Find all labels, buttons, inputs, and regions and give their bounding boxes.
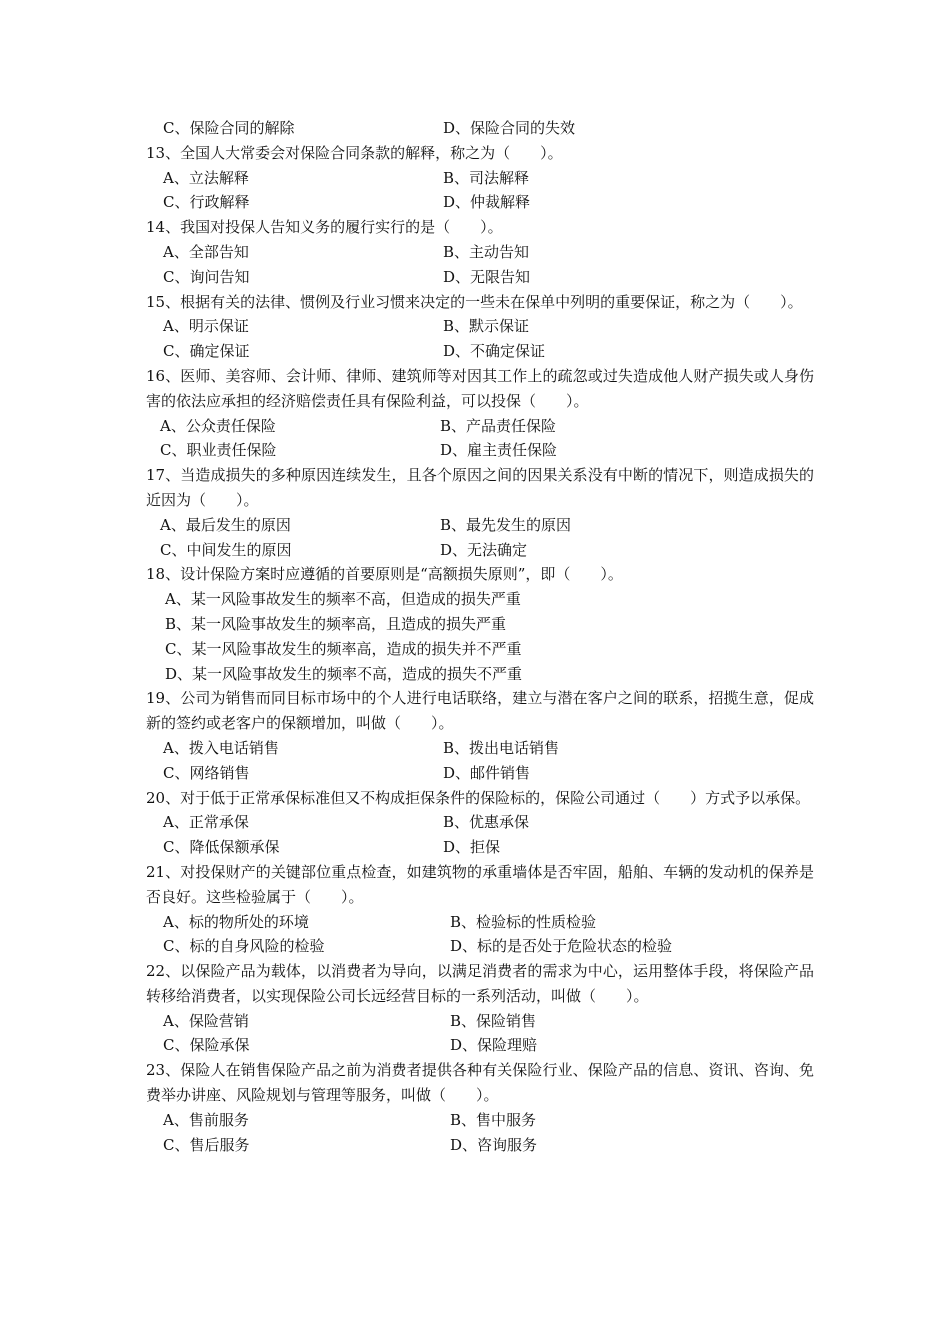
option-a: A、售前服务 — [163, 1110, 249, 1129]
option-d: D、保险合同的失效 — [443, 119, 576, 137]
option-a: A、正常承保 — [163, 813, 249, 832]
question-text: 14、我国对投保人告知义务的履行实行的是（ ）。 — [146, 218, 503, 237]
question-15 — [146, 290, 814, 364]
option-d: D、无限告知 — [443, 267, 531, 286]
question-17 — [146, 463, 814, 562]
option-d: D、标的是否处于危险状态的检验 — [450, 937, 673, 956]
option-b: B、拨出电话销售 — [443, 738, 560, 757]
option-a: A、明示保证 — [163, 317, 249, 336]
question-text: 15、根据有关的法律、惯例及行业习惯来决定的一些未在保单中列明的重要保证，称之为（ ）。 — [146, 292, 803, 311]
option-c: C、询问告知 — [163, 267, 250, 286]
option-a: A、拨入电话销售 — [163, 738, 279, 757]
fragment-options — [146, 116, 814, 141]
question-18 — [146, 562, 814, 686]
question-20 — [146, 786, 814, 860]
option-d: D、保险理赔 — [450, 1036, 538, 1055]
option-d: D、雇主责任保险 — [440, 441, 558, 460]
option-b: B、司法解释 — [443, 168, 530, 187]
option-c: C、中间发生的原因 — [160, 540, 292, 559]
option-a: A、标的物所处的环境 — [163, 912, 309, 931]
option-b: B、保险销售 — [450, 1011, 537, 1030]
question-text: 17、当造成损失的多种原因连续发生，且各个原因之间的因果关系没有中断的情况下，则造成损失的近因为（ ）。 — [146, 466, 814, 509]
option-a: A、最后发生的原因 — [160, 515, 291, 534]
option-b: B、产品责任保险 — [440, 416, 557, 435]
question-text: 21、对投保财产的关键部位重点检查，如建筑物的承重墙体是否牢固，船舶、车辆的发动机的保养是否良好。这些检验属于（ ）。 — [146, 862, 814, 906]
question-21 — [146, 860, 814, 959]
option-b: B、默示保证 — [443, 317, 530, 336]
question-text: 13、全国人大常委会对保险合同条款的解释，称之为（ ）。 — [146, 143, 563, 162]
option-b: B、售中服务 — [450, 1110, 537, 1129]
option-d: D、某一风险事故发生的频率不高，造成的损失不严重 — [165, 664, 523, 683]
option-a: A、某一风险事故发生的频率不高，但造成的损失严重 — [165, 590, 521, 609]
question-23 — [146, 1058, 814, 1157]
question-16 — [146, 364, 814, 463]
option-b: B、检验标的性质检验 — [450, 912, 597, 931]
question-22 — [146, 959, 814, 1058]
option-d: D、无法确定 — [440, 540, 528, 559]
option-c: C、降低保额承保 — [163, 838, 280, 857]
question-text: 23、保险人在销售保险产品之前为消费者提供各种有关保险行业、保险产品的信息、资讯、咨询、免费举办讲座、风险规划与管理等服务，叫做（ ）。 — [146, 1061, 814, 1105]
option-c: C、网络销售 — [163, 763, 250, 782]
option-c: C、标的自身风险的检验 — [163, 937, 325, 956]
option-d: D、不确定保证 — [443, 342, 546, 361]
option-d: D、拒保 — [443, 838, 501, 857]
option-d: D、咨询服务 — [450, 1135, 538, 1154]
option-b: B、主动告知 — [443, 242, 530, 261]
option-b: B、优惠承保 — [443, 813, 530, 832]
option-d: D、邮件销售 — [443, 763, 531, 782]
option-c: C、确定保证 — [163, 342, 250, 361]
question-text: 16、医师、美容师、会计师、律师、建筑师等对因其工作上的疏忽或过失造成他人财产损失或人身伤害的依法应承担的经济赔偿责任具有保险利益，可以投保（ ）。 — [146, 366, 814, 410]
option-c: C、行政解释 — [163, 193, 250, 212]
option-c: C、保险合同的解除 — [163, 119, 295, 137]
question-19 — [146, 686, 814, 785]
question-text: 22、以保险产品为载体，以消费者为导向，以满足消费者的需求为中心，运用整体手段，将保险产品转移给消费者，以实现保险公司长远经营目标的一系列活动，叫做（ ）。 — [146, 962, 814, 1005]
question-text: 18、设计保险方案时应遵循的首要原则是“高额损失原则”，即（ ）。 — [146, 565, 623, 584]
option-d: D、仲裁解释 — [443, 193, 531, 212]
question-14 — [146, 215, 814, 289]
question-list — [146, 116, 814, 1157]
question-text: 20、对于低于正常承保标准但又不构成拒保条件的保险标的，保险公司通过（ ）方式予以承保。 — [146, 788, 811, 807]
option-a: A、公众责任保险 — [160, 416, 276, 435]
question-text: 19、公司为销售而同目标市场中的个人进行电话联络，建立与潜在客户之间的联系，招揽生意，促成新的签约或老客户的保额增加，叫做（ ）。 — [146, 689, 814, 733]
option-c: C、保险承保 — [163, 1036, 250, 1055]
option-c: C、售后服务 — [163, 1135, 250, 1154]
question-13 — [146, 141, 814, 215]
option-a: A、全部告知 — [163, 242, 249, 261]
option-a: A、保险营销 — [163, 1011, 249, 1030]
option-c: C、某一风险事故发生的频率高，造成的损失并不严重 — [165, 639, 522, 658]
option-b: B、最先发生的原因 — [440, 515, 572, 534]
option-b: B、某一风险事故发生的频率高，且造成的损失严重 — [165, 614, 507, 633]
option-a: A、立法解释 — [163, 168, 249, 187]
option-c: C、职业责任保险 — [160, 441, 277, 460]
